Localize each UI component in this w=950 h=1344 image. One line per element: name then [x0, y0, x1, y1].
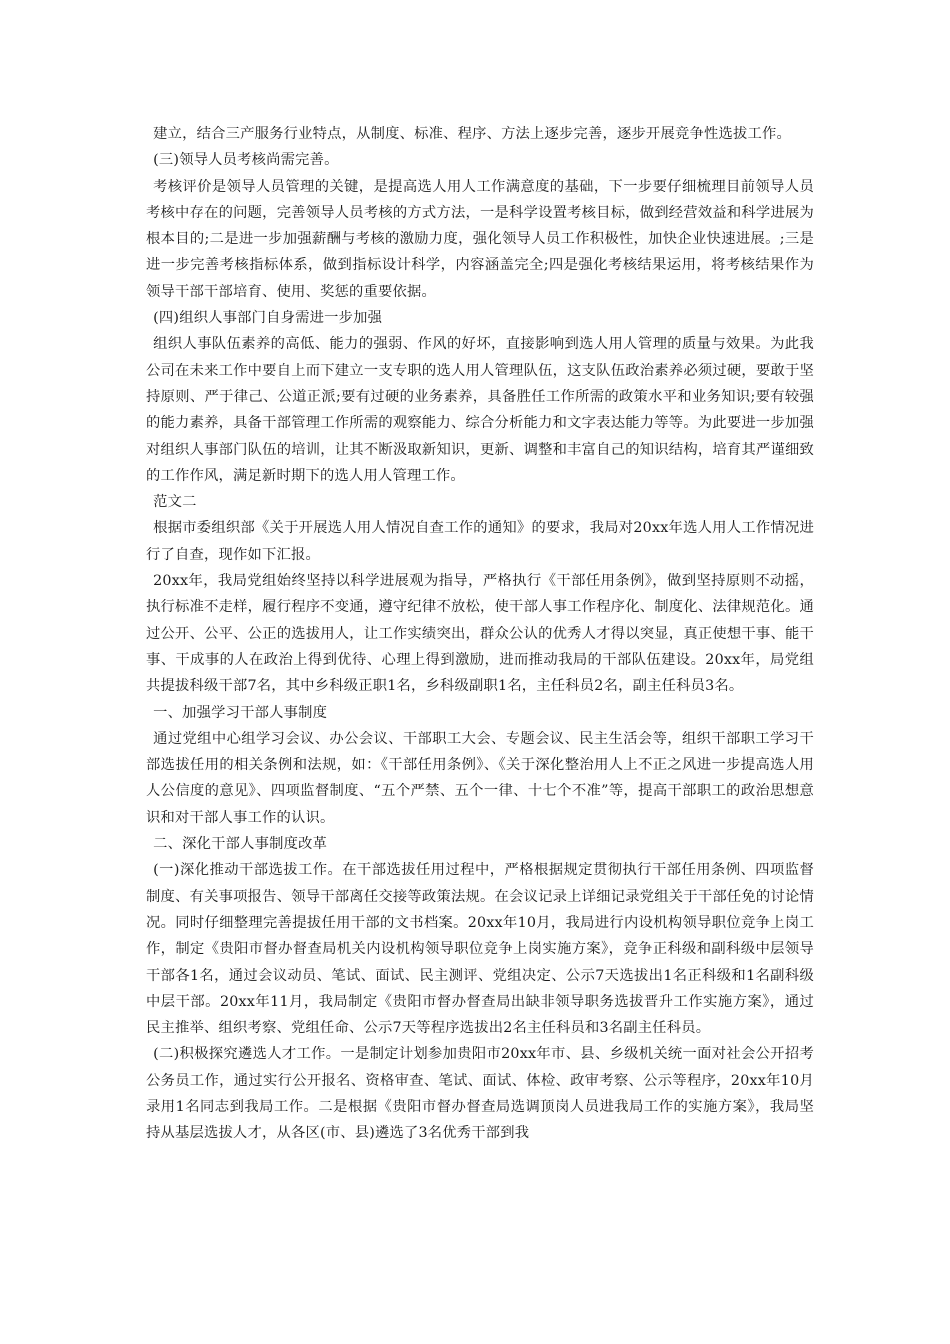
heading-personnel-department: (四)组织人事部门自身需进一步加强 — [153, 310, 383, 327]
paragraph-intro-continuation: 建立，结合三产服务行业特点，从制度、标准、程序、方法上逐步完善，逐步开展竞争性选拔工作。 — [153, 126, 791, 142]
heading-sample-two: 范文二 — [153, 494, 197, 511]
paragraph-cadre-selection: (一)深化推动干部选拔工作。在干部选拔任用过程中，严格根据规定贯彻执行干部任用条例、四项监督制度、有关事项报告、领导干部离任交接等政策法规。在会议记录上详细记录党组关于干部任免的讨论情况。同时仔细整理完善提拔任用干部的文书档案。20xx年10月，我局进行内设机构领导职位竞争上岗工作，制定《贵阳市督办督查局机关内设机构领导职位竞争上岗实施方案》，竞争正科级和副科级中层领导干部各1名，通过会议动员、笔试、面试、民主测评、党组决定、公示7天选拔出1名正科级和1名副科级中层干部。20xx年11月，我局制定《贵阳市督办督查局出缺非领导职务选拔晋升工作实施方案》，通过民主推举、组织考察、党组任命、公示7天等程序选拔出2名主任科员和3名副主任科员。 — [146, 862, 814, 1037]
paragraph-personnel-department: 组织人事队伍素养的高低、能力的强弱、作风的好坏，直接影响到选人用人管理的质量与效果。为此我公司在未来工作中要自上而下建立一支专职的选人用人管理队伍，这支队伍政治素养必须过硬，要敢于坚持原则、严于律己、公道正派;要有过硬的业务素养，具备胜任工作所需的政策水平和业务知识;要有较强的能力素养，具备干部管理工作所需的观察能力、综合分析能力和文字表达能力等等。为此要进一步加强对组织人事部门队伍的培训，让其不断汲取新知识，更新、调整和丰富自己的知识结构，培育其严谨细致的工作作风，满足新时期下的选人用人管理工作。 — [146, 336, 814, 484]
heading-leader-assessment: (三)领导人员考核尚需完善。 — [153, 152, 339, 169]
document-body — [146, 121, 814, 1147]
paragraph-talent-selection: (二)积极探究遴选人才工作。一是制定计划参加贵阳市20xx年市、县、乡级机关统一面对社会公开招考公务员工作，通过实行公开报名、资格审查、笔试、面试、体检、政审考察、公示等程序，20xx年10月录用1名同志到我局工作。二是根据《贵阳市督办督查局选调顶岗人员进我局工作的实施方案》，我局坚持从基层选拔人才，从各区(市、县)遴选了3名优秀干部到我 — [146, 1046, 814, 1142]
paragraph-study-regulations: 通过党组中心组学习会议、办公会议、干部职工大会、专题会议、民主生活会等，组织干部职工学习干部选拔任用的相关条例和法规，如：《干部任用条例》、《关于深化整治用人上不正之风进一步提高选人用人公信度的意见》、四项监督制度、“五个严禁、五个一律、十七个不准”等，提高干部职工的政治思想意识和对干部人事工作的认识。 — [146, 730, 814, 826]
paragraph-notice-report: 根据市委组织部《关于开展选人用人情况自查工作的通知》的要求，我局对20xx年选人用人工作情况进行了自查，现作如下汇报。 — [146, 520, 814, 563]
paragraph-assessment: 考核评价是领导人员管理的关键，是提高选人用人工作满意度的基础，下一步要仔细梳理目前领导人员考核中存在的问题，完善领导人员考核的方式方法，一是科学设置考核目标，做到经营效益和科学进展为根本目的;二是进一步加强薪酬与考核的激励力度，强化领导人员工作积极性，加快企业快速进展。;三是进一步完善考核指标体系，做到指标设计科学，内容涵盖完全;四是强化考核结果运用，将考核结果作为领导干部干部培育、使用、奖惩的重要依据。 — [146, 178, 814, 300]
heading-section-two: 二、深化干部人事制度改革 — [153, 836, 328, 853]
paragraph-annual-summary: 20xx年，我局党组始终坚持以科学进展观为指导，严格执行《干部任用条例》，做到坚持原则不动摇，执行标准不走样，履行程序不变通，遵守纪律不放松，使干部人事工作程序化、制度化、法律规范化。通过公开、公平、公正的选拔用人，让工作实绩突出，群众公认的优秀人才得以突显，真正使想干事、能干事、干成事的人在政治上得到优待、心理上得到激励，进而推动我局的干部队伍建设。20xx年，局党组共提拔科级干部7名，其中乡科级正职1名，乡科级副职1名，主任科员2名，副主任科员3名。 — [146, 573, 814, 695]
heading-section-one: 一、加强学习干部人事制度 — [153, 704, 328, 721]
